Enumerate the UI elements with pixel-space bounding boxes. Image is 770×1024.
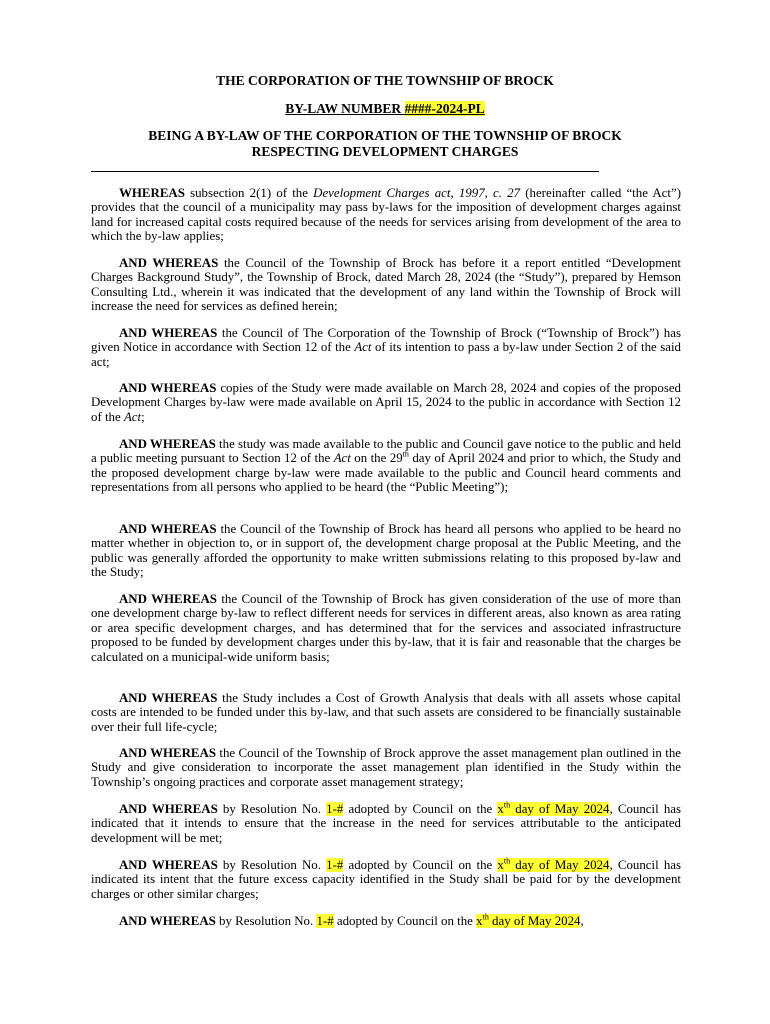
whereas-paragraph-6 xyxy=(91,522,681,580)
subtitle-line-1: BEING A BY-LAW OF THE CORPORATION OF THE TOWNSHIP OF BROCK xyxy=(148,128,622,143)
act-reference: Act xyxy=(123,409,142,424)
date-text: day of May 2024 xyxy=(488,914,581,928)
whereas-paragraph-11 xyxy=(91,858,681,901)
whereas-paragraph-10 xyxy=(91,802,681,845)
act-citation: Development Charges act, 1997, c. 27 xyxy=(313,186,521,200)
date-highlight xyxy=(497,802,609,816)
paragraph-lead: AND WHEREAS xyxy=(119,914,216,928)
paragraph-text: (hereinafter called “the Act”) provides that the council of a municipality may pass by-laws for the imposition of development charges against land for increased capital costs required because of the needs for services arising from development of the area to which the by-law applies; xyxy=(91,186,681,244)
paragraph-lead: AND WHEREAS xyxy=(119,522,217,536)
paragraph-text: adopted by Council on the xyxy=(333,914,477,928)
paragraph-lead: AND WHEREAS xyxy=(119,858,218,872)
paragraph-text: on the 29 xyxy=(350,451,403,466)
subtitle-line-2: RESPECTING DEVELOPMENT CHARGES xyxy=(251,144,519,159)
act-reference: Act xyxy=(333,451,351,466)
resolution-number-highlight: 1-# xyxy=(326,802,344,816)
paragraph-lead: WHEREAS xyxy=(119,186,185,200)
bylaw-prefix: BY-LAW NUMBER xyxy=(285,101,405,116)
date-placeholder: x xyxy=(497,802,504,816)
paragraph-text: the Council of the Township of Brock has heard all persons who applied to be heard no matter whether in objection to, or in support of, the development charge proposal at the Public Meeting, and the public was generally afforded the opportunity to make written submissions relating to this proposed by-law and the Study; xyxy=(91,522,681,580)
paragraph-text: copies of the Study were made available on March 28, 2024 and copies of the proposed Development Charges by-law were made available on April 15, 2024 to the public in accordance with Section 12 of the xyxy=(91,381,681,424)
corporation-title: THE CORPORATION OF THE TOWNSHIP OF BROCK xyxy=(216,73,554,88)
bylaw-subtitle xyxy=(0,128,770,160)
paragraph-lead: AND WHEREAS xyxy=(119,256,219,270)
bylaw-number-highlight: ####-2024-PL xyxy=(404,101,485,116)
whereas-paragraph-1 xyxy=(91,186,681,244)
date-text: day of May 2024 xyxy=(510,802,610,816)
paragraph-lead: AND WHEREAS xyxy=(119,437,216,451)
title-divider xyxy=(91,171,599,172)
whereas-paragraph-8 xyxy=(91,691,681,734)
date-placeholder: x xyxy=(497,858,504,872)
paragraph-text: the Council of the Township of Brock approve the asset management plan outlined in the Study and give consideration to incorporate the asset management plan identified in the Study within the Township’s ongoing practices and corporate asset management strategy; xyxy=(91,746,681,789)
resolution-number-highlight: 1-# xyxy=(316,914,334,928)
paragraph-lead: AND WHEREAS xyxy=(119,746,216,760)
paragraph-lead: AND WHEREAS xyxy=(119,691,218,705)
paragraph-text: , xyxy=(580,914,584,928)
ordinal-suffix: th xyxy=(402,450,409,460)
paragraph-text: the study was made available to the public and Council gave notice to the public and held a public meeting pursuant to Section 12 of the xyxy=(91,437,681,466)
paragraph-text: adopted by Council on the xyxy=(343,802,498,816)
paragraph-text: , Council has indicated that it intends to ensure that the increase in the need for services attributable to the anticipated development will be met; xyxy=(91,802,682,845)
bylaw-number-heading xyxy=(0,101,770,117)
whereas-paragraph-5 xyxy=(91,437,681,495)
whereas-paragraph-3 xyxy=(91,326,681,369)
date-placeholder: x xyxy=(476,914,483,928)
ordinal-suffix: th xyxy=(482,912,489,922)
date-text: day of May 2024 xyxy=(510,858,610,872)
whereas-paragraph-4 xyxy=(91,381,681,424)
paragraph-text: , Council has indicated its intent that the future excess capacity identified in the Study shall be paid for by the development charges or other similar charges; xyxy=(91,858,682,901)
whereas-paragraph-9 xyxy=(91,746,681,789)
paragraph-text: the Council of the Township of Brock has given consideration of the use of more than one development charge by-law to reflect different needs for services in different areas, also known as area rating or area specific development charges, and has determined that for the services and associated infrastructure proposed to be funded by development charges under this by-law, that it is fair and reasonable that the charges be calculated on a municipal-wide uniform basis; xyxy=(91,592,681,664)
date-highlight xyxy=(476,914,580,928)
paragraph-text: day of April 2024 and prior to which, the Study and the proposed development charge by-law were made available to the public and Council heard comments and representations from all persons who applied to be heard (the “Public Meeting”); xyxy=(91,451,681,495)
paragraph-lead: AND WHEREAS xyxy=(119,802,218,816)
paragraph-text: subsection 2(1) of the xyxy=(184,186,314,200)
whereas-paragraph-2 xyxy=(91,256,681,314)
paragraph-lead: AND WHEREAS xyxy=(119,326,218,340)
paragraph-text: ; xyxy=(141,409,145,424)
act-reference: Act xyxy=(354,340,372,355)
date-highlight xyxy=(497,858,609,872)
whereas-paragraph-12 xyxy=(91,914,681,928)
paragraph-text: by Resolution No. xyxy=(215,914,317,928)
paragraph-text: of its intention to pass a by-law under Section 2 of the said act; xyxy=(91,340,681,369)
ordinal-suffix: th xyxy=(503,856,511,866)
resolution-number-highlight: 1-# xyxy=(326,858,344,872)
paragraph-text: adopted by Council on the xyxy=(343,858,498,872)
paragraph-text: by Resolution No. xyxy=(217,802,327,816)
whereas-paragraph-7 xyxy=(91,592,681,664)
paragraph-text: the Council of The Corporation of the Township of Brock (“Township of Brock”) has given Notice in accordance with Section 12 of the xyxy=(91,326,681,355)
paragraph-text: the Study includes a Cost of Growth Analysis that deals with all assets whose capital costs are intended to be funded under this by-law, and that such assets are considered to be financially sustainable over their full life-cycle; xyxy=(91,691,681,734)
paragraph-text: by Resolution No. xyxy=(217,858,327,872)
paragraph-text: the Council of the Township of Brock has before it a report entitled “Development Charges Background Study”, the Township of Brock, dated March 28, 2024 (the “Study”), prepared by Hemson Consulting Ltd., wherein it was indicated that the development of any land within the Township of Brock will increase the need for services as defined herein; xyxy=(91,256,681,314)
paragraph-lead: AND WHEREAS xyxy=(119,381,217,395)
paragraph-lead: AND WHEREAS xyxy=(119,592,217,606)
ordinal-suffix: th xyxy=(503,800,511,810)
